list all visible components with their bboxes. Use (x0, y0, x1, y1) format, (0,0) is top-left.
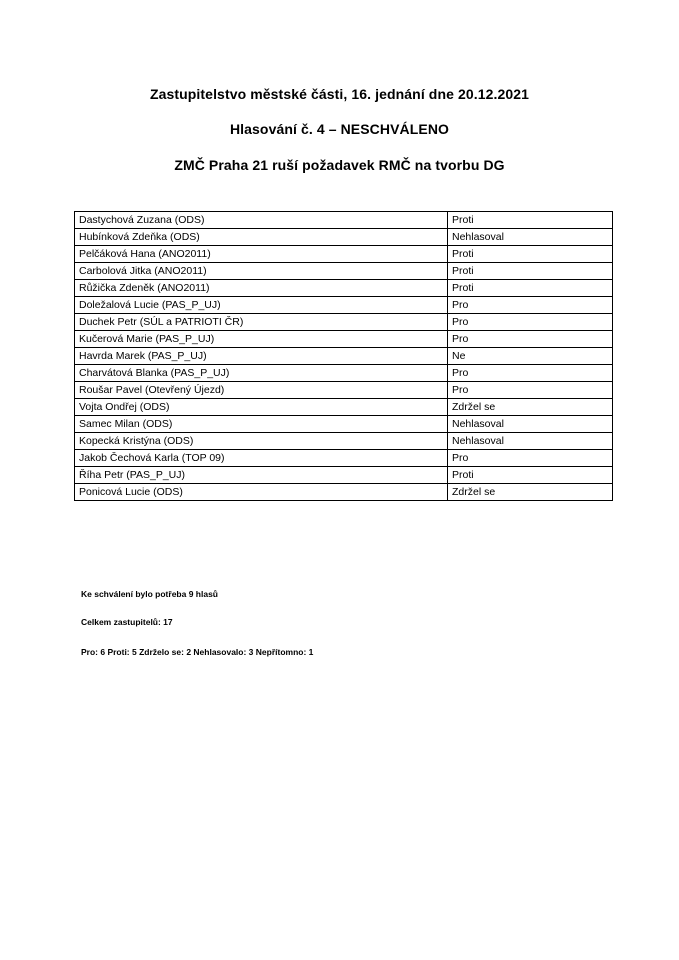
member-name: Kučerová Marie (PAS_P_UJ) (75, 331, 448, 348)
table-row (75, 433, 613, 450)
member-vote: Pro (448, 314, 613, 331)
member-name: Vojta Ondřej (ODS) (75, 399, 448, 416)
member-name: Dastychová Zuzana (ODS) (75, 212, 448, 229)
table-row (75, 450, 613, 467)
member-name: Ponicová Lucie (ODS) (75, 484, 448, 501)
member-vote: Proti (448, 263, 613, 280)
member-vote: Zdržel se (448, 399, 613, 416)
member-name: Doležalová Lucie (PAS_P_UJ) (75, 297, 448, 314)
votes-table (74, 211, 613, 501)
member-vote: Pro (448, 382, 613, 399)
member-name: Charvátová Blanka (PAS_P_UJ) (75, 365, 448, 382)
member-vote: Pro (448, 450, 613, 467)
table-row (75, 314, 613, 331)
member-vote: Pro (448, 297, 613, 314)
member-vote: Pro (448, 365, 613, 382)
member-vote: Proti (448, 246, 613, 263)
resolution-title: ZMČ Praha 21 ruší požadavek RMČ na tvorbu DG (174, 157, 505, 173)
table-row (75, 246, 613, 263)
member-name: Samec Milan (ODS) (75, 416, 448, 433)
member-vote: Nehlasoval (448, 416, 613, 433)
member-vote: Pro (448, 331, 613, 348)
table-row (75, 263, 613, 280)
member-vote: Ne (448, 348, 613, 365)
document-title: Zastupitelstvo městské části, 16. jednání dne 20.12.2021 (149, 86, 530, 102)
member-name: Roušar Pavel (Otevřený Újezd) (75, 382, 448, 399)
table-row (75, 297, 613, 314)
member-name: Hubínková Zdeňka (ODS) (75, 229, 448, 246)
member-name: Růžička Zdeněk (ANO2011) (75, 280, 448, 297)
member-vote: Nehlasoval (448, 229, 613, 246)
table-row (75, 212, 613, 229)
member-name: Kopecká Kristýna (ODS) (75, 433, 448, 450)
member-name: Jakob Čechová Karla (TOP 09) (75, 450, 448, 467)
member-vote: Proti (448, 280, 613, 297)
table-row (75, 229, 613, 246)
table-row (75, 382, 613, 399)
member-name: Říha Petr (PAS_P_UJ) (75, 467, 448, 484)
member-name: Pelčáková Hana (ANO2011) (75, 246, 448, 263)
table-row (75, 399, 613, 416)
member-vote: Zdržel se (448, 484, 613, 501)
member-name: Carbolová Jitka (ANO2011) (75, 263, 448, 280)
member-vote: Proti (448, 212, 613, 229)
table-row (75, 484, 613, 501)
member-vote: Proti (448, 467, 613, 484)
table-row (75, 467, 613, 484)
total-members-note: Celkem zastupitelů: 17 (81, 617, 173, 627)
vote-heading: Hlasování č. 4 – NESCHVÁLENO (229, 121, 450, 137)
required-votes-note: Ke schválení bylo potřeba 9 hlasů (81, 589, 218, 599)
table-row (75, 348, 613, 365)
table-row (75, 416, 613, 433)
table-row (75, 365, 613, 382)
table-row (75, 331, 613, 348)
member-name: Havrda Marek (PAS_P_UJ) (75, 348, 448, 365)
member-vote: Nehlasoval (448, 433, 613, 450)
table-row (75, 280, 613, 297)
vote-breakdown: Pro: 6 Proti: 5 Zdrželo se: 2 Nehlasovalo: 3 Nepřítomno: 1 (81, 647, 314, 657)
member-name: Duchek Petr (SÚL a PATRIOTI ČR) (75, 314, 448, 331)
